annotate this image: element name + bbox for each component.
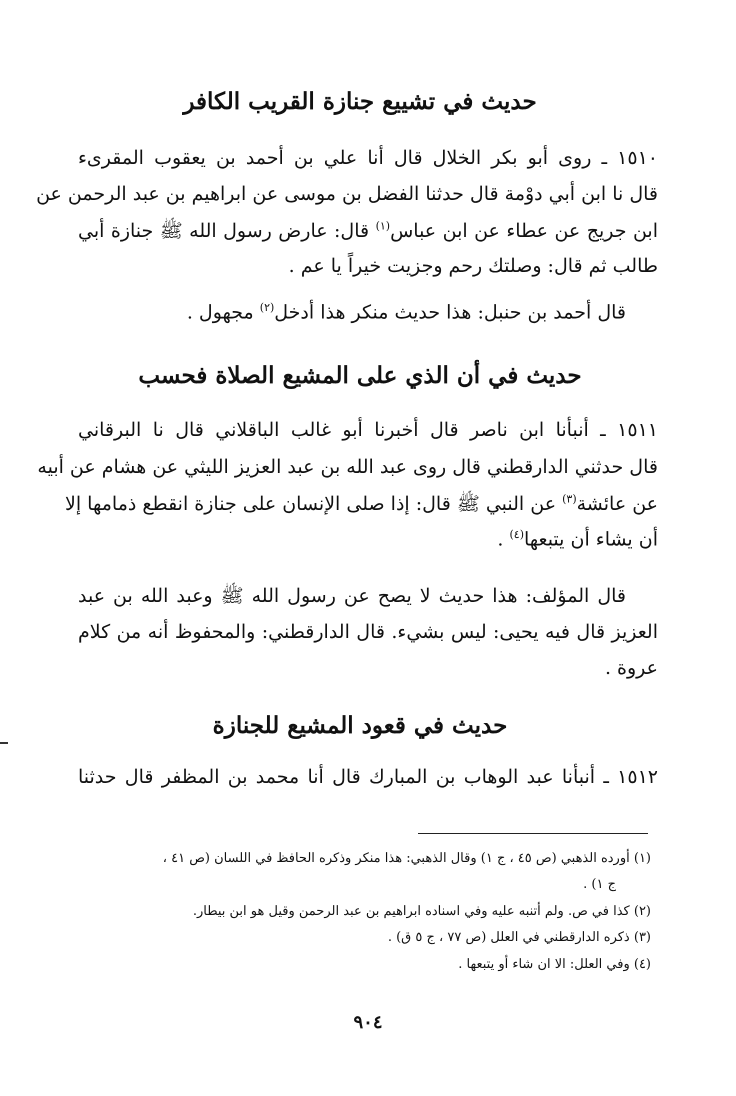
hadith-1510-line-3a: ابن جريج عن عطاء عن ابن عباس (390, 220, 658, 242)
footnote-3: (٣) ذكره الدارقطني في العلل (ص ٧٧ ، ج ٥ ق) . (387, 930, 651, 945)
hadith-1510-line-2: قال نا ابن أبي دوْمة قال حدثنا الفضل بن موسى عن ابراهيم بن عبد الرحمن عن (36, 183, 658, 205)
footnote-ref-3: (٣) (562, 492, 577, 506)
hadith-1511-line-3 (65, 492, 658, 520)
section-heading-2: حديث في أن الذي على المشيع الصلاة فحسب (138, 362, 582, 389)
hadith-1510-line-4: طالب ثم قال: وصلتك رحم وجزيت خيراً يا عم . (288, 255, 658, 277)
author-comment-line-2: العزيز قال فيه يحيى: ليس بشيء. قال الدارقطني: والمحفوظ أنه من كلام (78, 621, 658, 643)
footnote-ref-1: (١) (375, 219, 391, 233)
hadith-1511-line-3a: عن عائشة (576, 493, 658, 515)
footnote-4: (٤) وفي العلل: الا ان شاء أو يتبعها . (458, 957, 651, 972)
footnote-2: (٢) كذا في ص. ولم أتنبه عليه وفي اسناده ابراهيم بن عبد الرحمن وقيل هو ابن بيطار. (192, 904, 651, 919)
hadith-1510-line-1: ١٥١٠ ـ روى أبو بكر الخلال قال أنا علي بن أحمد بن يعقوب المقرىء (78, 147, 658, 169)
ahmad-comment-end: مجهول . (186, 301, 254, 324)
footnote-1: (١) أورده الذهبي (ص ٤٥ ، ج ١) وقال الذهبي: هذا منكر وذكره الحافظ في اللسان (ص ٤١ ، (162, 851, 651, 866)
hadith-1512-line-1: ١٥١٢ ـ أنبأنا عبد الوهاب بن المبارك قال أنا محمد بن المظفر قال حدثنا (78, 766, 658, 788)
footnote-divider (418, 833, 648, 834)
page-number: ٩٠٤ (353, 1012, 383, 1033)
author-comment-line-3: عروة . (604, 657, 658, 679)
hadith-1510-line-3b: قال: عارض رسول الله ﷺ جنازة أبي (78, 220, 370, 242)
footnote-1-continued: ج ١) . (583, 877, 616, 892)
footnote-ref-2: (٢) (259, 301, 275, 314)
author-comment-line-1: قال المؤلف: هذا حديث لا يصح عن رسول الله ﷺ وعبد الله بن عبد (78, 585, 626, 607)
hadith-1511-line-2: قال حدثني الدارقطني قال روى عبد الله بن عبد العزيز الليثي عن هشام عن أبيه (37, 456, 658, 478)
hadith-1511-line-4 (78, 528, 658, 550)
hadith-1511-line-3b: عن النبي ﷺ قال: إذا صلى الإنسان على جنازة انقطع ذمامها إلا (65, 493, 557, 515)
footnote-ref-4: (٤) (509, 528, 524, 541)
hadith-1511-line-1: ١٥١١ ـ أنبأنا ابن ناصر قال أخبرنا أبو غالب الباقلاني قال نا البرقاني (78, 419, 658, 441)
scan-edge-mark (0, 742, 8, 750)
ahmad-comment-text: قال أحمد بن حنبل: هذا حديث منكر هذا أدخل (274, 301, 626, 324)
section-heading-3: حديث في قعود المشيع للجنازة (212, 712, 508, 739)
ahmad-comment (78, 301, 626, 323)
hadith-1511-end: . (497, 528, 510, 551)
hadith-1510-line-3 (78, 219, 658, 247)
hadith-1511-line-4a: أن يشاء أن يتبعها (523, 528, 658, 551)
section-heading-1: حديث في تشييع جنازة القريب الكافر (183, 88, 537, 115)
